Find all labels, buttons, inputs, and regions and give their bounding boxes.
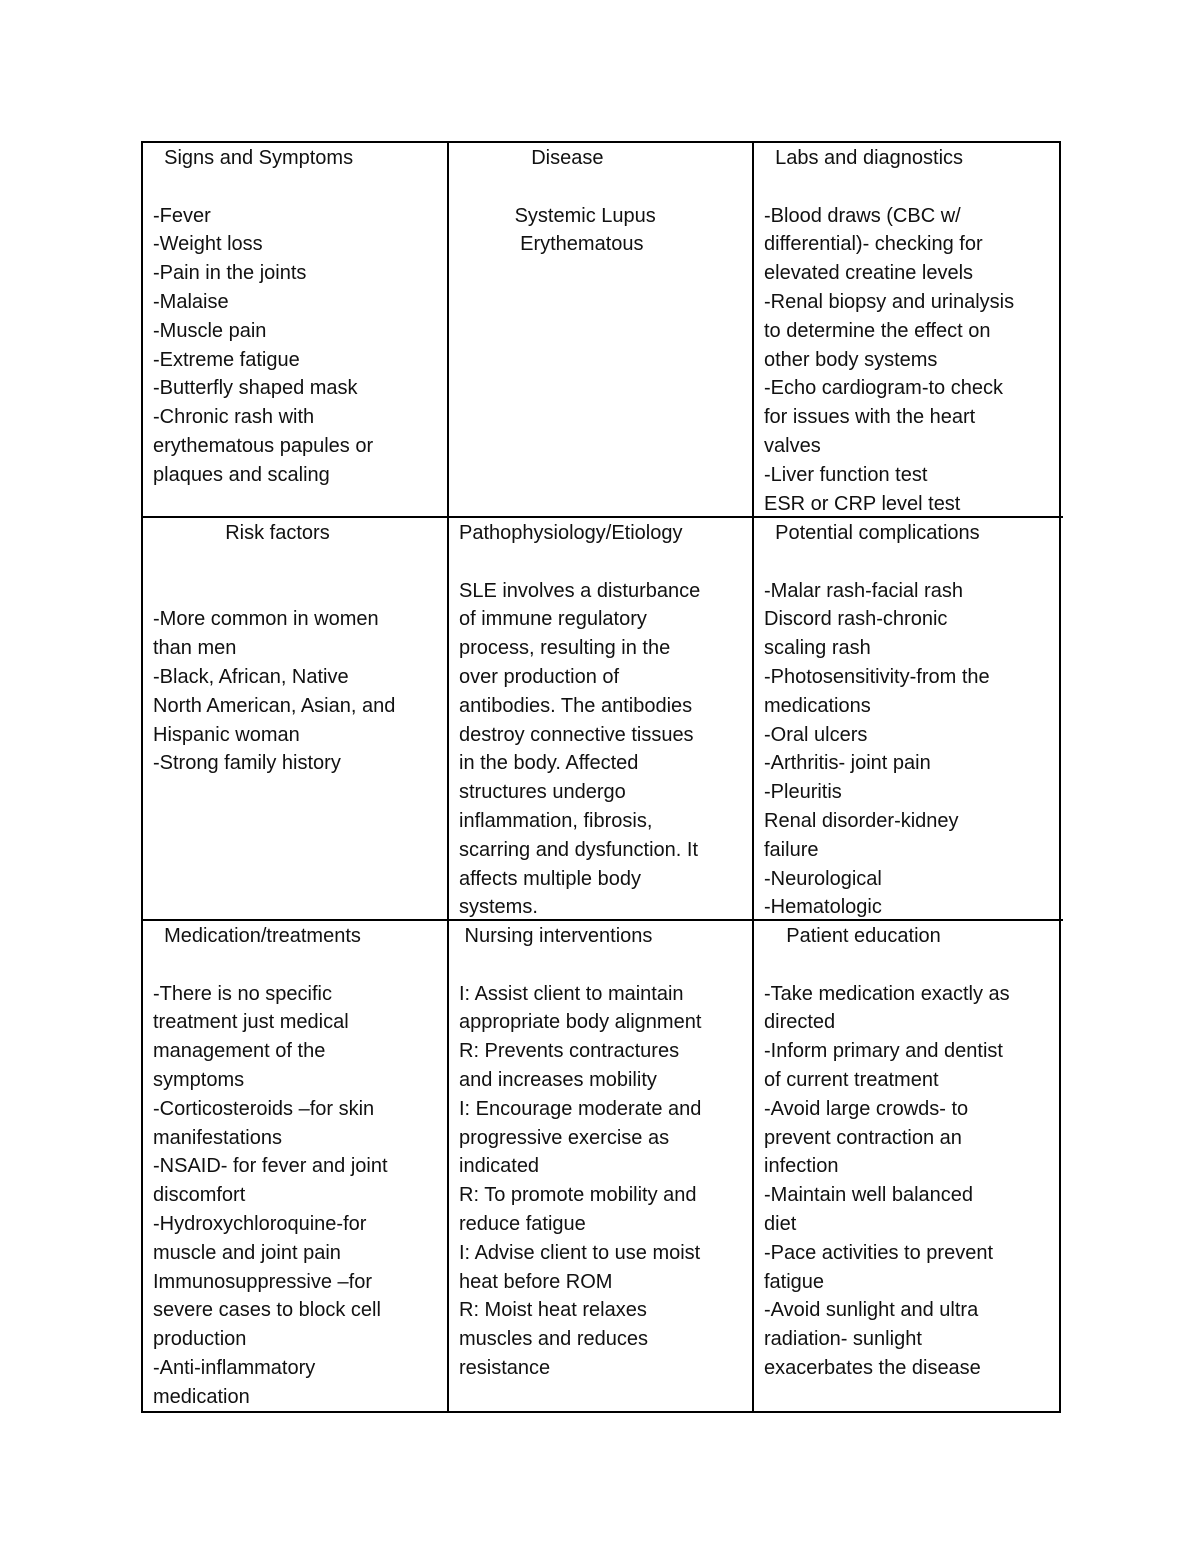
cell-line: other body systems <box>764 348 938 371</box>
cell-line: R: To promote mobility and <box>459 1184 697 1207</box>
cell-line: -Liver function test <box>764 463 928 486</box>
table-cell <box>449 518 754 921</box>
cell-line: valves <box>764 434 821 457</box>
cell-line: -Take medication exactly as <box>764 982 1010 1005</box>
cell-line: R: Prevents contractures <box>459 1040 680 1063</box>
cell-content <box>459 577 744 921</box>
table-cell <box>143 518 449 921</box>
cell-line: process, resulting in the <box>459 637 671 660</box>
cell-line: -Blood draws (CBC w/ <box>764 204 961 227</box>
cell-line: -Extreme fatigue <box>153 348 300 371</box>
cell-line: medication <box>153 1385 250 1408</box>
cell-line: -Maintain well balanced <box>764 1184 974 1207</box>
cell-line: fatigue <box>764 1270 825 1293</box>
cell-line: reduce fatigue <box>459 1212 586 1235</box>
cell-line: appropriate body alignment <box>459 1011 702 1034</box>
cell-line: symptoms <box>153 1068 245 1091</box>
cell-line: antibodies. The antibodies <box>459 694 693 717</box>
cell-line: structures undergo <box>459 781 626 804</box>
cell-spacer <box>764 173 1055 202</box>
cell-heading: Potential complications <box>764 522 980 544</box>
cell-line: of immune regulatory <box>459 608 647 631</box>
cell-line: heat before ROM <box>459 1270 613 1293</box>
cell-line: discomfort <box>153 1184 246 1207</box>
cell-line: severe cases to block cell <box>153 1299 381 1322</box>
cell-heading: Patient education <box>764 925 941 947</box>
cell-line: scarring and dysfunction. It <box>459 838 699 861</box>
cell-line: radiation- sunlight <box>764 1328 922 1351</box>
cell-line: elevated creatine levels <box>764 262 974 285</box>
cell-line: R: Moist heat relaxes <box>459 1299 647 1322</box>
table-cell <box>143 921 449 1411</box>
cell-line: -Weight loss <box>153 233 263 256</box>
cell-content <box>459 202 744 260</box>
cell-line: I: Advise client to use moist <box>459 1241 701 1264</box>
cell-line: -Oral ulcers <box>764 723 868 746</box>
cell-line: management of the <box>153 1040 326 1063</box>
cell-spacer <box>459 173 744 202</box>
cell-line: -Hematologic <box>764 896 882 919</box>
cell-line: than men <box>153 637 237 660</box>
cell-line: muscle and joint pain <box>153 1241 341 1264</box>
cell-line: over production of <box>459 665 620 688</box>
cell-line: -Chronic rash with <box>153 406 315 429</box>
cell-line: -Pleuritis <box>764 781 842 804</box>
cell-line: of current treatment <box>764 1068 939 1091</box>
cell-line: -Butterfly shaped mask <box>153 377 358 400</box>
cell-line: inflammation, fibrosis, <box>459 809 653 832</box>
concept-map-table <box>141 141 1061 1413</box>
cell-line: Discord rash-chronic <box>764 608 948 631</box>
cell-line: I: Encourage moderate and <box>459 1097 702 1120</box>
cell-content <box>764 980 1055 1383</box>
table-cell <box>449 143 754 518</box>
cell-line: systems. <box>459 896 538 919</box>
cell-spacer <box>459 951 744 980</box>
cell-line: treatment just medical <box>153 1011 349 1034</box>
cell-heading: Risk factors <box>153 522 330 544</box>
cell-heading: Nursing interventions <box>459 925 653 947</box>
cell-line: scaling rash <box>764 637 871 660</box>
cell-line: erythematous papules or <box>153 434 374 457</box>
cell-line: -Avoid large crowds- to <box>764 1097 969 1120</box>
cell-line: destroy connective tissues <box>459 723 694 746</box>
cell-spacer <box>459 548 744 577</box>
cell-spacer <box>764 548 1055 577</box>
cell-spacer <box>764 951 1055 980</box>
cell-line: -Black, African, Native <box>153 665 349 688</box>
cell-line: to determine the effect on <box>764 319 991 342</box>
cell-line: medications <box>764 694 871 717</box>
cell-content <box>153 605 439 778</box>
cell-line: -Avoid sunlight and ultra <box>764 1299 979 1322</box>
cell-line: manifestations <box>153 1126 282 1149</box>
table-cell <box>754 143 1063 518</box>
cell-content <box>764 577 1055 921</box>
cell-line: -Arthritis- joint pain <box>764 752 931 775</box>
cell-line: prevent contraction an <box>764 1126 962 1149</box>
cell-line: ESR or CRP level test <box>764 492 961 515</box>
cell-line: -Fever <box>153 204 211 227</box>
cell-line: for issues with the heart <box>764 406 976 429</box>
cell-line: -Photosensitivity-from the <box>764 665 990 688</box>
cell-heading: Disease <box>459 147 604 169</box>
cell-heading: Labs and diagnostics <box>764 147 964 169</box>
cell-line: Systemic Lupus <box>459 204 656 227</box>
cell-line: -Hydroxychloroquine-for <box>153 1212 367 1235</box>
cell-line: differential)- checking for <box>764 233 983 256</box>
cell-content <box>764 202 1055 518</box>
cell-line: muscles and reduces <box>459 1328 648 1351</box>
cell-line: -Malar rash-facial rash <box>764 579 963 602</box>
cell-line: I: Assist client to maintain <box>459 982 684 1005</box>
table-cell <box>143 143 449 518</box>
cell-line: -Muscle pain <box>153 319 267 342</box>
cell-heading: Signs and Symptoms <box>153 147 354 169</box>
cell-line: -Malaise <box>153 290 229 313</box>
cell-line: -There is no specific <box>153 982 332 1005</box>
cell-spacer <box>153 951 439 980</box>
cell-line: and increases mobility <box>459 1068 657 1091</box>
cell-line: Erythematous <box>459 233 644 256</box>
cell-line: -Strong family history <box>153 752 341 775</box>
cell-line: Hispanic woman <box>153 723 300 746</box>
cell-line: -Echo cardiogram-to check <box>764 377 1003 400</box>
cell-line: Immunosuppressive –for <box>153 1270 372 1293</box>
cell-line: affects multiple body <box>459 867 641 890</box>
cell-spacer <box>153 548 439 577</box>
cell-content <box>459 980 744 1383</box>
cell-spacer <box>153 577 439 606</box>
cell-line: -Inform primary and dentist <box>764 1040 1003 1063</box>
cell-line: indicated <box>459 1155 540 1178</box>
cell-line: North American, Asian, and <box>153 694 396 717</box>
cell-heading: Pathophysiology/Etiology <box>459 522 683 544</box>
cell-line: -Pace activities to prevent <box>764 1241 993 1264</box>
cell-line: -Corticosteroids –for skin <box>153 1097 375 1120</box>
cell-line: -Pain in the joints <box>153 262 307 285</box>
cell-line: -NSAID- for fever and joint <box>153 1155 388 1178</box>
table-cell <box>754 518 1063 921</box>
cell-line: diet <box>764 1212 797 1235</box>
cell-line: -More common in women <box>153 608 379 631</box>
table-cell <box>449 921 754 1411</box>
cell-line: SLE involves a disturbance <box>459 579 701 602</box>
table-cell <box>754 921 1063 1411</box>
cell-line: resistance <box>459 1356 551 1379</box>
cell-line: infection <box>764 1155 839 1178</box>
cell-line: exacerbates the disease <box>764 1356 981 1379</box>
cell-content <box>153 980 439 1411</box>
cell-line: -Neurological <box>764 867 882 890</box>
cell-line: plaques and scaling <box>153 463 330 486</box>
cell-line: -Renal biopsy and urinalysis <box>764 290 1015 313</box>
cell-line: production <box>153 1328 247 1351</box>
cell-line: in the body. Affected <box>459 752 639 775</box>
cell-content <box>153 202 439 490</box>
cell-heading: Medication/treatments <box>153 925 361 947</box>
cell-line: directed <box>764 1011 836 1034</box>
cell-line: Renal disorder-kidney <box>764 809 959 832</box>
cell-line: progressive exercise as <box>459 1126 670 1149</box>
cell-line: -Anti-inflammatory <box>153 1356 316 1379</box>
cell-line: failure <box>764 838 819 861</box>
cell-spacer <box>153 173 439 202</box>
